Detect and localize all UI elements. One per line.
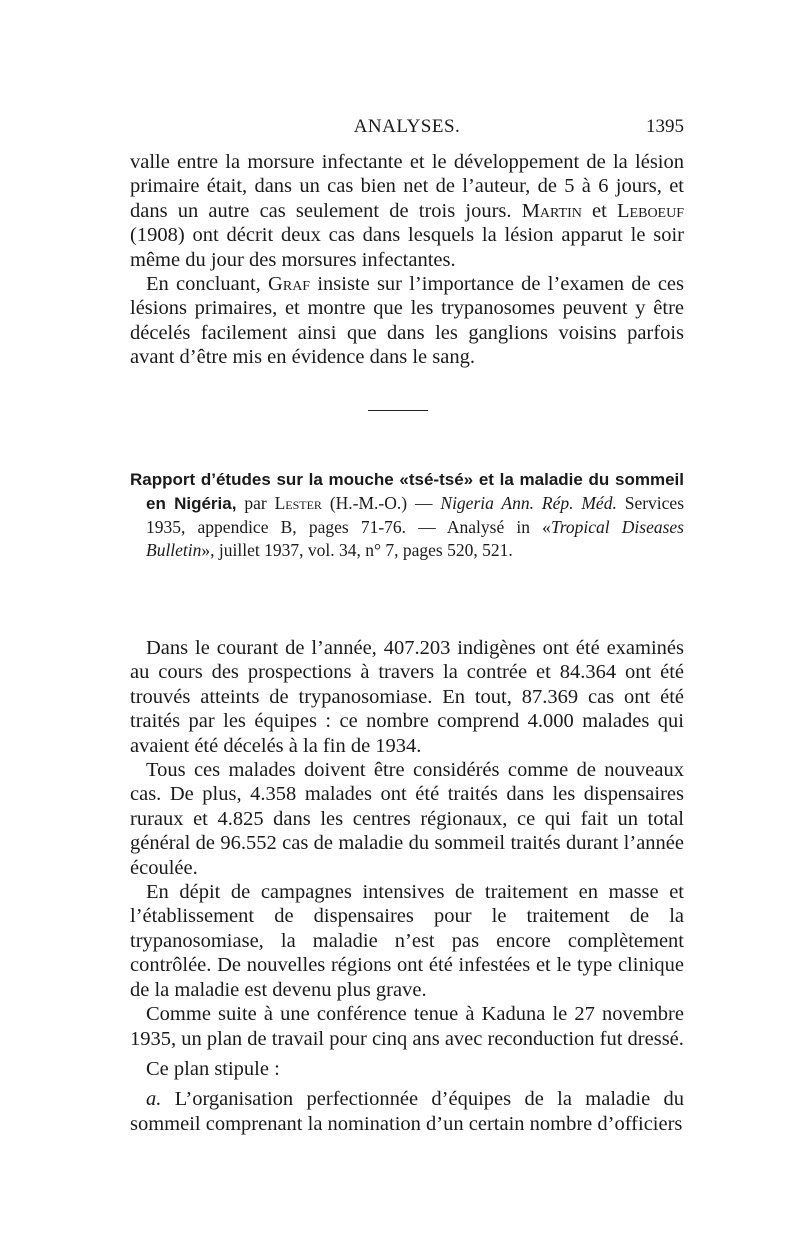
continued-analysis bbox=[130, 150, 684, 370]
paragraph: Ce plan stipule : bbox=[146, 1057, 280, 1080]
running-header bbox=[130, 116, 684, 144]
reference-title: Rapport d’études sur la mouche «tsé-tsé» et la maladie du sommeil en Nigéria, bbox=[130, 470, 684, 513]
author-name: Leboeuf bbox=[617, 199, 685, 222]
paragraph: Dans le courant de l’année, 407.203 indigènes ont été examinés au cours des prospections à travers la contrée et 84.364 ont été trouvés atteints de trypanosomiase. En tout, 87.369 cas ont été traités par les équipes : ce nombre comprend 4.000 malades qui avaient été décelés à la fin de 1934. bbox=[130, 637, 684, 757]
text-span: (1908) ont décrit deux cas dans lesquels la lésion apparut le soir même du jour des morsures infectantes. bbox=[130, 224, 684, 271]
text-span: par bbox=[244, 492, 267, 513]
list-item bbox=[130, 1087, 684, 1136]
paragraph bbox=[130, 150, 684, 272]
paragraph: En dépit de campagnes intensives de traitement en masse et l’établissement de dispensaires pour le traitement de la trypanosomiase, la maladie n’est pas encore complètement contrôlée. De nouvelles régions ont été infestées et le type clinique de la maladie est devenu plus grave. bbox=[130, 881, 684, 1001]
list-item-text: L’organisation perfectionnée d’équipes de la maladie du sommeil comprenant la nomination d’un certain nombre d’officiers bbox=[130, 1088, 685, 1135]
author-name: Lester bbox=[274, 492, 322, 513]
text-span: insiste sur l’importance de l’examen de ces lésions primaires, et montre que les trypanosomes peuvent y être décelés facilement ainsi que dans les ganglions voisins parfois avant d’être mis en évidence dans le sang. bbox=[130, 273, 684, 369]
bulletin-name: Tropical Diseases Bulletin bbox=[146, 516, 684, 561]
reference-tail: », juillet 1937, vol. 34, n° 7, pages 520, 521. bbox=[201, 540, 513, 561]
list-letter: a. bbox=[146, 1088, 162, 1111]
author-name: Graf bbox=[268, 273, 311, 296]
journal-name: Nigeria Ann. Rép. Méd. bbox=[440, 492, 617, 513]
reference-details: Services 1935, appendice B, pages 71-76. — Analysé in « bbox=[146, 492, 685, 537]
reference-entry bbox=[130, 468, 684, 563]
paragraph: Comme suite à une conférence tenue à Kaduna le 27 novembre 1935, un plan de travail pour cinq ans avec reconduction fut dressé. bbox=[130, 1003, 684, 1050]
bibliographic-reference bbox=[130, 468, 684, 563]
paragraph: Tous ces malades doivent être considérés comme de nouveaux cas. De plus, 4.358 malades ont été traités dans les dispensaires ruraux et 4.825 dans les centres régionaux, ce qui fait un total général de 96.552 cas de maladie du sommeil traités durant l’année écoulée. bbox=[130, 759, 684, 879]
author-initials: (H.-M.-O.) — bbox=[329, 492, 433, 513]
paragraph bbox=[130, 272, 684, 370]
page-number: 1395 bbox=[646, 116, 684, 137]
text-span: valle entre la morsure infectante et le développement de la lésion primaire était, dans un cas bien net de l’auteur, de 5 à 6 jours, et dans un autre cas seulement de trois jours. bbox=[130, 151, 684, 222]
text-span: En concluant, bbox=[146, 273, 261, 296]
running-title: ANALYSES. bbox=[353, 116, 461, 137]
section-divider bbox=[368, 410, 428, 411]
author-name: Martin bbox=[521, 199, 582, 222]
text-span: et bbox=[592, 199, 607, 222]
analysis-body bbox=[130, 636, 684, 1136]
